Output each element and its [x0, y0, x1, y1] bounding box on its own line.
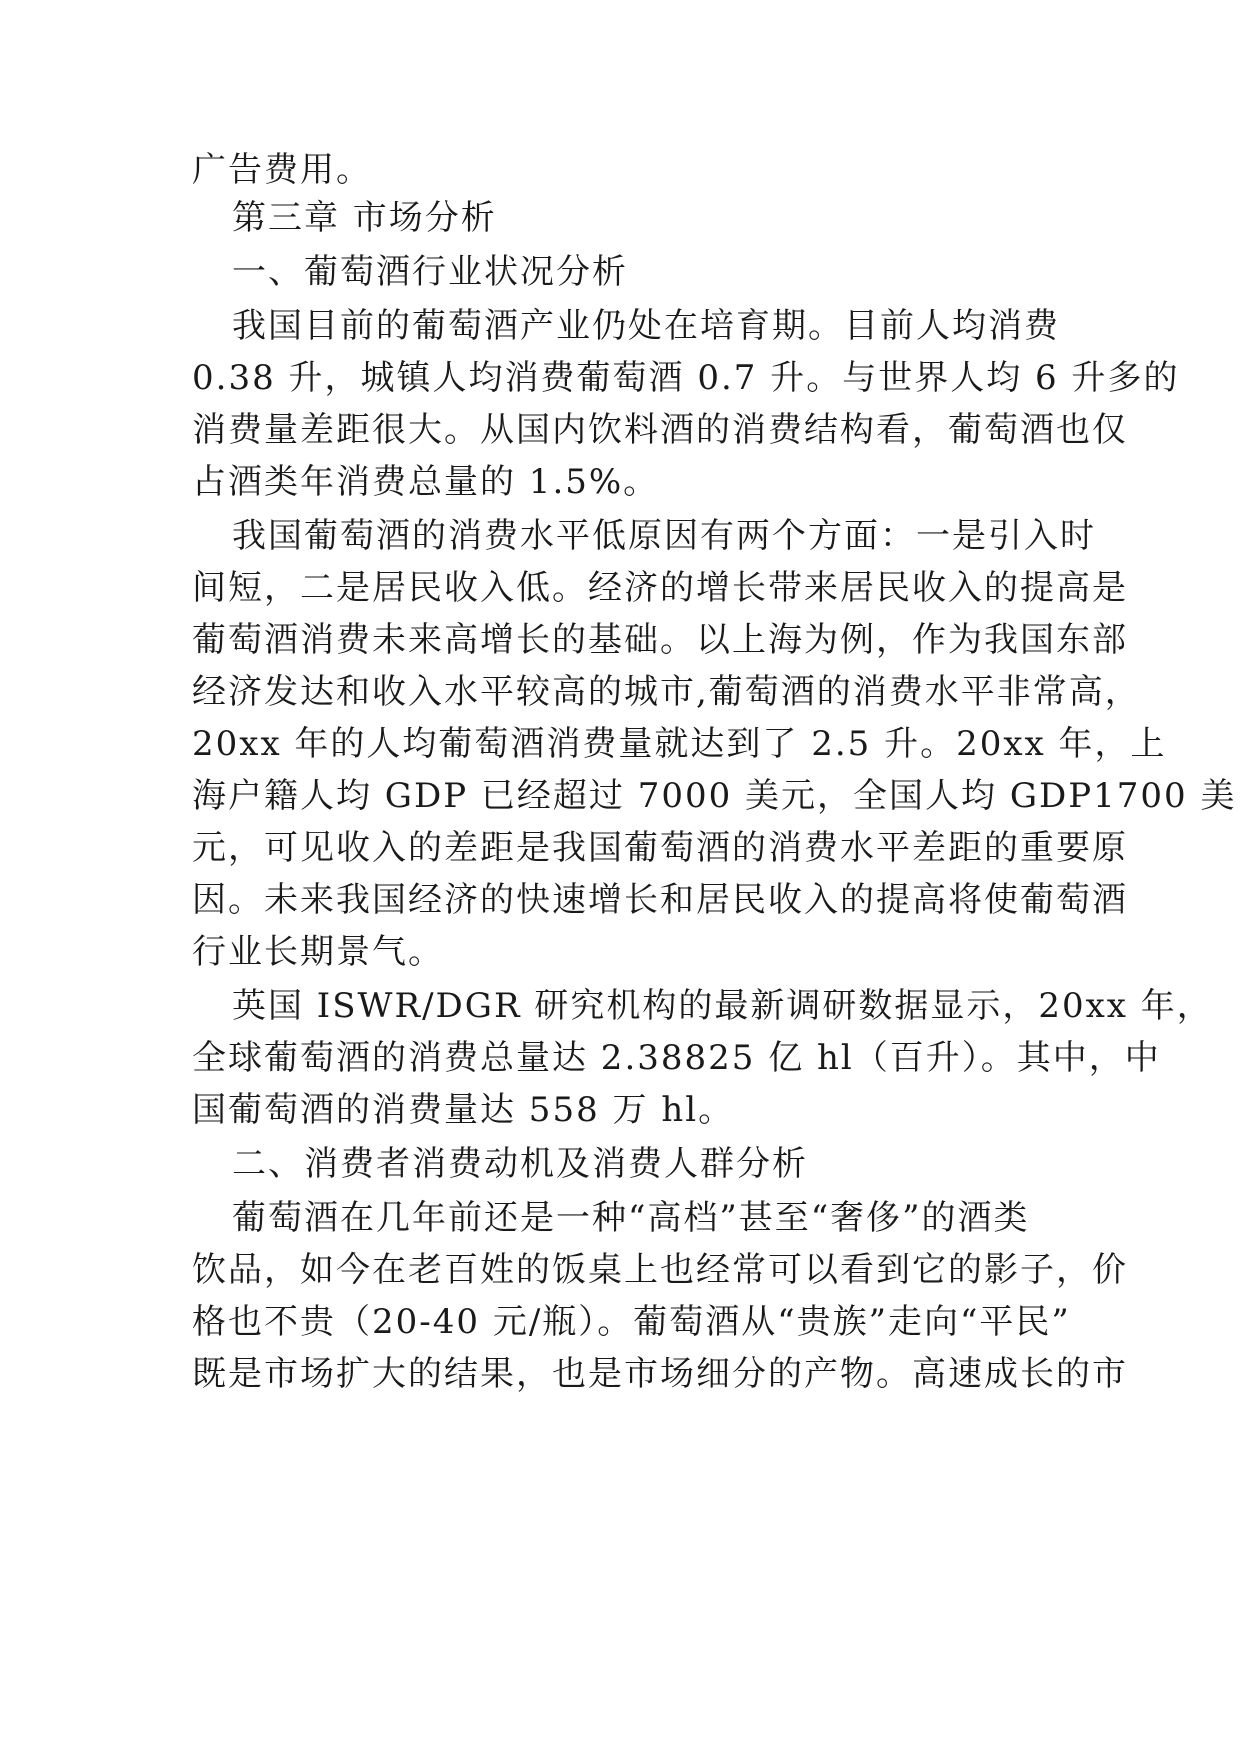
text-line: 20xx 年的人均葡萄酒消费量就达到了 2.5 升。20xx 年，上 — [192, 724, 1167, 764]
text-line: 国葡萄酒的消费量达 558 万 hl。 — [192, 1090, 735, 1130]
text-line: 全球葡萄酒的消费总量达 2.38825 亿 hl（百升）。其中，中 — [192, 1038, 1161, 1078]
text-line: 葡萄酒消费未来高增长的基础。以上海为例，作为我国东部 — [192, 620, 1128, 660]
text-line: 我国目前的葡萄酒产业仍处在培育期。目前人均消费 — [232, 306, 1060, 346]
section-heading: 一、葡萄酒行业状况分析 — [232, 252, 628, 292]
text-line: 行业长期景气。 — [192, 932, 444, 972]
text-line: 既是市场扩大的结果，也是市场细分的产物。高速成长的市 — [192, 1354, 1128, 1394]
text-line: 0.38 升，城镇人均消费葡萄酒 0.7 升。与世界人均 6 升多的 — [192, 358, 1180, 398]
text-line: 格也不贵（20-40 元/瓶）。葡萄酒从“贵族”走向“平民” — [192, 1302, 1071, 1342]
text-line: 葡萄酒在几年前还是一种“高档”甚至“奢侈”的酒类 — [232, 1198, 1030, 1238]
text-line: 元，可见收入的差距是我国葡萄酒的消费水平差距的重要原 — [192, 828, 1128, 868]
chapter-heading: 第三章 市场分析 — [232, 198, 497, 238]
text-line: 广告费用。 — [192, 150, 372, 190]
text-line: 我国葡萄酒的消费水平低原因有两个方面：一是引入时 — [232, 516, 1096, 556]
section-heading: 二、消费者消费动机及消费人群分析 — [232, 1144, 808, 1184]
text-line: 间短，二是居民收入低。经济的增长带来居民收入的提高是 — [192, 568, 1128, 608]
text-line: 占酒类年消费总量的 1.5%。 — [192, 462, 660, 502]
text-line: 经济发达和收入水平较高的城市,葡萄酒的消费水平非常高， — [192, 672, 1141, 712]
text-line: 英国 ISWR/DGR 研究机构的最新调研数据显示，20xx 年， — [232, 986, 1213, 1026]
text-line: 海户籍人均 GDP 已经超过 7000 美元，全国人均 GDP1700 美 — [192, 776, 1237, 816]
text-line: 因。未来我国经济的快速增长和居民收入的提高将使葡萄酒 — [192, 880, 1128, 920]
text-line: 饮品，如今在老百姓的饭桌上也经常可以看到它的影子，价 — [192, 1250, 1128, 1290]
text-line: 消费量差距很大。从国内饮料酒的消费结构看，葡萄酒也仅 — [192, 410, 1128, 450]
